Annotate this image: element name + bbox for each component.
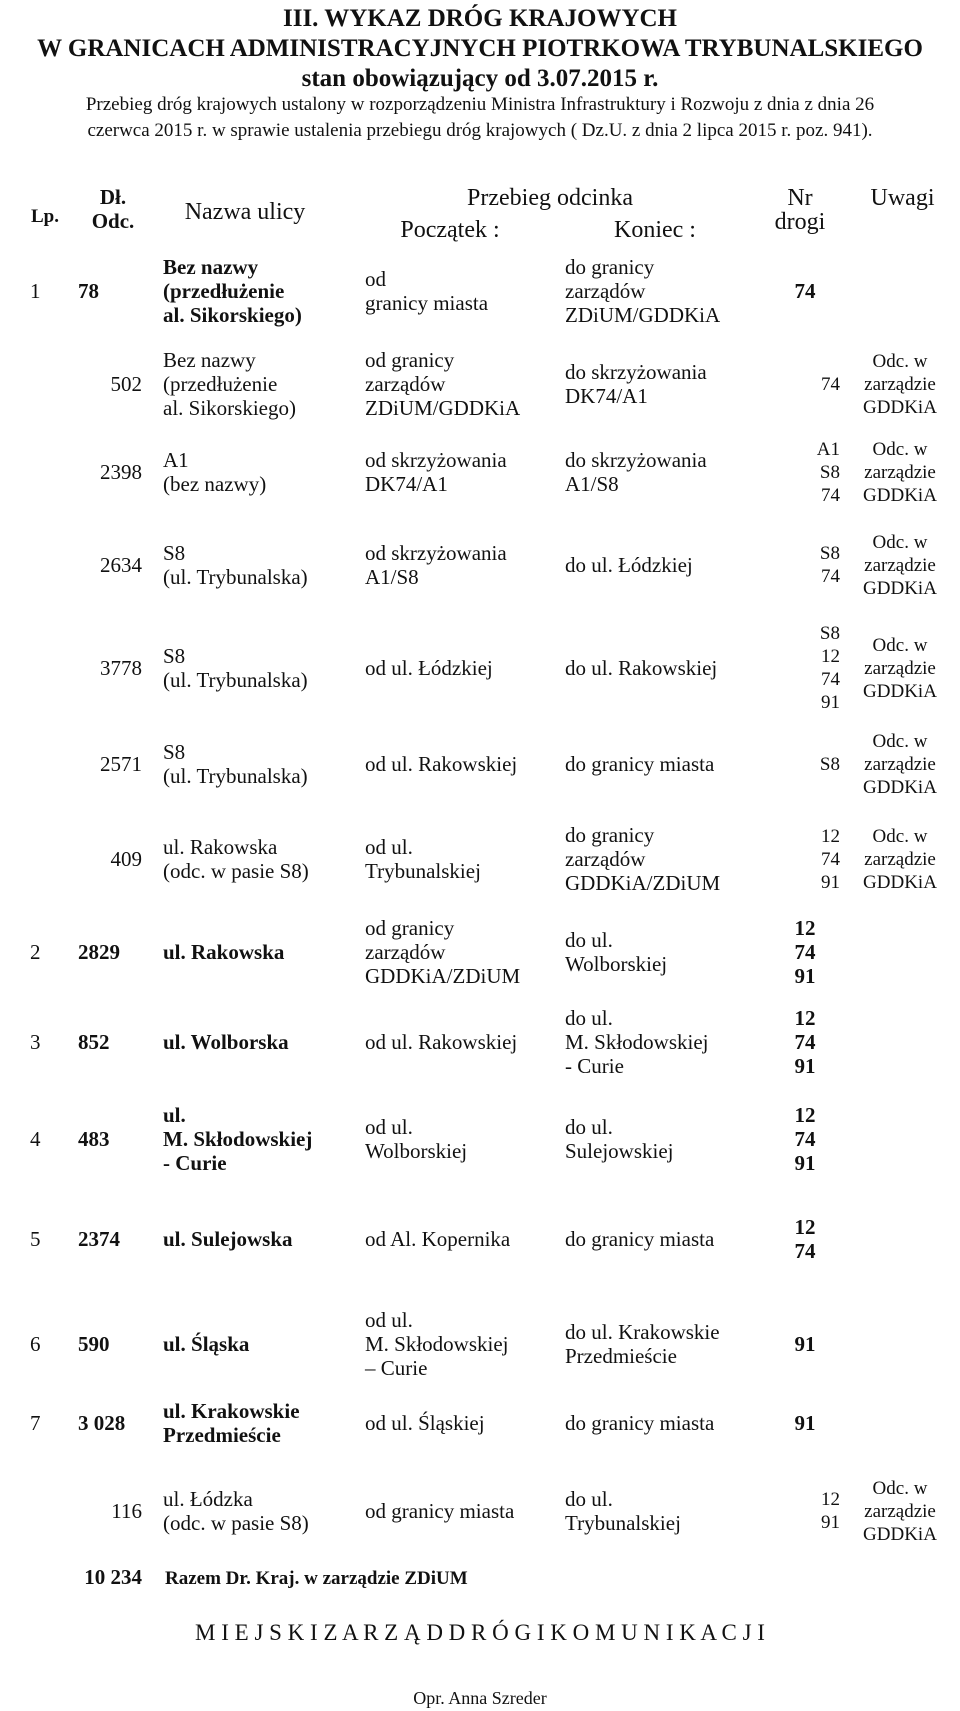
row-street-name-line: al. Sikorskiego) xyxy=(163,303,302,327)
row-road-number xyxy=(780,1411,830,1435)
row-street-name xyxy=(163,1227,353,1251)
row-note xyxy=(850,350,950,419)
row-end xyxy=(565,656,775,680)
row-length: 2398 xyxy=(100,460,142,484)
row-street-name xyxy=(163,448,353,496)
row-road-number-line: 12 xyxy=(794,1103,816,1127)
doc-note-line-2: czerwca 2015 r. w sprawie ustalenia przebiegu dróg krajowych ( Dz.U. z dnia 2 lipca 2015 r. poz. 941). xyxy=(87,120,873,141)
row-start-line: zarządów xyxy=(365,372,446,396)
row-end xyxy=(565,553,775,577)
row-start-line: od xyxy=(365,267,386,291)
row-start-line: Wolborskiej xyxy=(365,1139,468,1163)
row-note-line: GDDKiA xyxy=(863,577,937,599)
row-length: 78 xyxy=(78,279,99,303)
footer-organization: M I E J S K I Z A R Z Ą D D R Ó G I K O M U N I K A C J I xyxy=(195,1620,765,1645)
row-end-line: ZDiUM/GDDKiA xyxy=(565,303,721,327)
row-start-line: od Al. Kopernika xyxy=(365,1227,511,1251)
row-note-line: GDDKiA xyxy=(863,776,937,798)
row-start-line: od ul. xyxy=(365,1115,413,1139)
row-road-number-line: S8 xyxy=(819,753,840,775)
row-start xyxy=(365,541,565,589)
row-end-line: Przedmieście xyxy=(565,1344,677,1368)
row-start xyxy=(365,656,565,680)
row-end-line: Sulejowskiej xyxy=(565,1139,674,1163)
row-street-name-line: S8 xyxy=(163,541,186,565)
row-start xyxy=(365,448,565,496)
row-start xyxy=(365,348,565,420)
row-end xyxy=(565,1487,775,1535)
row-street-name xyxy=(163,1030,353,1054)
row-length: 502 xyxy=(110,372,142,396)
row-road-number-line: 74 xyxy=(794,279,816,303)
row-start-line: od ul. Rakowskiej xyxy=(365,752,518,776)
row-street-name xyxy=(163,1103,353,1175)
row-start xyxy=(365,1411,565,1435)
row-street-name-line: ul. Krakowskie xyxy=(163,1399,300,1423)
row-start-line: zarządów xyxy=(365,940,446,964)
row-street-name-line: ul. Sulejowska xyxy=(163,1227,293,1251)
row-note xyxy=(850,438,950,507)
row-start xyxy=(365,1227,565,1251)
row-start-line: od skrzyżowania xyxy=(365,541,507,565)
row-end xyxy=(565,1227,775,1251)
row-start xyxy=(365,835,565,883)
row-lp: 1 xyxy=(30,279,41,303)
row-start-line: DK74/A1 xyxy=(365,472,448,496)
row-end xyxy=(565,1115,775,1163)
row-road-number xyxy=(780,1215,830,1263)
row-street-name xyxy=(163,255,353,327)
row-road-number-line: A1 xyxy=(816,438,840,460)
row-street-name-line: Przedmieście xyxy=(163,1423,281,1447)
row-road-number xyxy=(790,622,840,714)
row-note-line: Odc. w xyxy=(872,350,928,372)
row-note-line: Odc. w xyxy=(872,438,928,460)
row-end-line: do ul. xyxy=(565,928,613,952)
row-start-line: od ul. Śląskiej xyxy=(365,1411,485,1435)
row-start xyxy=(365,1499,565,1523)
total-length: 10 234 xyxy=(84,1565,142,1589)
row-end-line: do granicy miasta xyxy=(565,752,715,776)
row-note xyxy=(850,634,950,703)
row-street-name-line: ul. Rakowska xyxy=(163,940,285,964)
row-lp: 5 xyxy=(30,1227,41,1251)
row-note-line: zarządzie xyxy=(864,554,936,576)
row-street-name xyxy=(163,835,353,883)
row-road-number-line: S8 xyxy=(819,623,840,644)
row-street-name-line: ul. Wolborska xyxy=(163,1030,289,1054)
row-road-number-line: 91 xyxy=(821,692,840,713)
row-note-line: Odc. w xyxy=(872,730,928,752)
row-end xyxy=(565,928,775,976)
row-length: 2634 xyxy=(100,553,142,577)
row-road-number-line: 91 xyxy=(821,1512,840,1533)
row-street-name-line: S8 xyxy=(163,644,186,668)
row-start-line: granicy miasta xyxy=(365,291,489,315)
row-street-name-line: Bez nazwy xyxy=(163,348,256,372)
row-note xyxy=(850,730,950,799)
row-note-line: zarządzie xyxy=(864,461,936,483)
row-street-name-line: (ul. Trybunalska) xyxy=(163,565,308,589)
row-start-line: A1/S8 xyxy=(365,565,419,589)
row-road-number-line: 74 xyxy=(794,1239,816,1263)
doc-title-line-3: stan obowiązujący od 3.07.2015 r. xyxy=(301,65,659,92)
row-road-number-line: 91 xyxy=(794,1332,816,1356)
row-end-line: do ul. xyxy=(565,1487,613,1511)
row-note-line: Odc. w xyxy=(872,531,928,553)
row-street-name-line: (ul. Trybunalska) xyxy=(163,764,308,788)
row-length: 2374 xyxy=(78,1227,120,1251)
row-lp: 6 xyxy=(30,1332,41,1356)
row-end xyxy=(565,1006,775,1078)
row-street-name-line: (odc. w pasie S8) xyxy=(163,1511,309,1535)
row-note-line: Odc. w xyxy=(872,634,928,656)
row-street-name xyxy=(163,1332,353,1356)
row-street-name xyxy=(163,1399,353,1447)
row-end-line: do ul. xyxy=(565,1115,613,1139)
row-street-name-line: (odc. w pasie S8) xyxy=(163,859,309,883)
row-road-number xyxy=(780,1103,830,1175)
row-end-line: do granicy xyxy=(565,823,655,847)
row-road-number-line: 91 xyxy=(794,1411,816,1435)
row-start-line: od granicy xyxy=(365,348,455,372)
row-road-number xyxy=(780,1332,830,1356)
row-street-name-line: (przedłużenie xyxy=(163,372,278,396)
row-end-line: GDDKiA/ZDiUM xyxy=(565,871,721,895)
row-end-line: do ul. xyxy=(565,1006,613,1030)
row-start-line: GDDKiA/ZDiUM xyxy=(365,964,521,988)
row-street-name xyxy=(163,348,353,420)
row-end xyxy=(565,360,775,408)
row-length: 116 xyxy=(111,1499,142,1523)
row-lp: 3 xyxy=(30,1030,41,1054)
row-end-line: do granicy miasta xyxy=(565,1227,715,1251)
row-road-number-line: 91 xyxy=(794,964,816,988)
row-note-line: zarządzie xyxy=(864,657,936,679)
row-road-number-line: 91 xyxy=(794,1054,816,1078)
row-end-line: do skrzyżowania xyxy=(565,360,707,384)
row-end-line: do granicy miasta xyxy=(565,1411,715,1435)
row-end-line: M. Skłodowskiej xyxy=(565,1030,709,1054)
row-length: 2829 xyxy=(78,940,120,964)
row-end-line: zarządów xyxy=(565,279,646,303)
row-end-line: DK74/A1 xyxy=(565,384,648,408)
row-start xyxy=(365,267,565,315)
col-street-name: Nazwa ulicy xyxy=(184,199,306,225)
col-road-number: Nr drogi xyxy=(774,185,826,235)
row-street-name-line: ul. Łódzka xyxy=(163,1487,253,1511)
row-note-line: zarządzie xyxy=(864,373,936,395)
footer-author: Opr. Anna Szreder xyxy=(413,1688,547,1708)
row-street-name xyxy=(163,740,353,788)
row-street-name-line: (bez nazwy) xyxy=(163,472,267,496)
col-notes: Uwagi xyxy=(870,185,935,211)
row-road-number xyxy=(790,753,840,776)
row-road-number xyxy=(780,1006,830,1078)
row-length: 3 028 xyxy=(78,1411,126,1435)
row-street-name xyxy=(163,644,353,692)
row-road-number-line: 74 xyxy=(821,566,840,587)
row-road-number-line: 91 xyxy=(794,1151,816,1175)
row-length: 409 xyxy=(110,847,142,871)
col-length: Dł. Odc. xyxy=(91,185,135,233)
row-end-line: Wolborskiej xyxy=(565,952,668,976)
row-lp: 4 xyxy=(30,1127,41,1151)
row-road-number-line: S8 xyxy=(819,461,840,483)
row-start-line: od ul. Łódzkiej xyxy=(365,656,493,680)
row-road-number xyxy=(790,373,840,396)
row-start-line: – Curie xyxy=(365,1356,428,1380)
doc-title-line-2: W GRANICACH ADMINISTRACYJNYCH PIOTRKOWA TRYBUNALSKIEGO xyxy=(37,35,923,62)
row-street-name xyxy=(163,940,353,964)
row-note-line: GDDKiA xyxy=(863,396,937,418)
row-start-line: od granicy xyxy=(365,916,455,940)
doc-title-line-1: III. WYKAZ DRÓG KRAJOWYCH xyxy=(282,5,678,32)
col-lp: Lp. xyxy=(31,206,59,227)
row-street-name-line: A1 xyxy=(163,448,189,472)
row-note-line: GDDKiA xyxy=(863,680,937,702)
col-route: Przebieg odcinka xyxy=(467,185,633,211)
row-end-line: - Curie xyxy=(565,1054,624,1078)
row-road-number xyxy=(790,1488,840,1534)
row-road-number-line: 74 xyxy=(794,940,816,964)
row-start-line: ZDiUM/GDDKiA xyxy=(365,396,521,420)
row-end-line: do ul. Krakowskie xyxy=(565,1320,720,1344)
row-road-number xyxy=(790,438,840,507)
row-length: 590 xyxy=(78,1332,110,1356)
total-label: Razem Dr. Kraj. w zarządzie ZDiUM xyxy=(165,1568,468,1589)
row-note xyxy=(850,825,950,894)
row-note-line: GDDKiA xyxy=(863,484,937,506)
row-road-number-line: 74 xyxy=(794,1030,816,1054)
row-end-line: do skrzyżowania xyxy=(565,448,707,472)
row-length: 483 xyxy=(78,1127,110,1151)
row-note-line: zarządzie xyxy=(864,753,936,775)
row-end-line: zarządów xyxy=(565,847,646,871)
row-length: 852 xyxy=(78,1030,110,1054)
row-start xyxy=(365,1115,565,1163)
row-start-line: od granicy miasta xyxy=(365,1499,515,1523)
row-start xyxy=(365,1030,565,1054)
row-road-number-line: 12 xyxy=(794,1006,816,1030)
row-note-line: Odc. w xyxy=(872,825,928,847)
row-road-number-line: 12 xyxy=(794,1215,816,1239)
row-lp: 2 xyxy=(30,940,41,964)
row-end-line: do ul. Łódzkiej xyxy=(565,553,693,577)
row-start-line: od skrzyżowania xyxy=(365,448,507,472)
row-end xyxy=(565,1411,775,1435)
row-street-name-line: - Curie xyxy=(163,1151,227,1175)
row-length: 2571 xyxy=(100,752,142,776)
col-start: Początek : xyxy=(400,217,500,243)
row-end-line: do granicy xyxy=(565,255,655,279)
row-road-number-line: 12 xyxy=(794,916,816,940)
row-start-line: M. Skłodowskiej xyxy=(365,1332,509,1356)
row-length: 3778 xyxy=(100,656,142,680)
row-start-line: od ul. xyxy=(365,835,413,859)
row-street-name-line: Bez nazwy xyxy=(163,255,259,279)
row-start xyxy=(365,1308,565,1380)
row-road-number-line: 12 xyxy=(821,825,840,847)
row-road-number-line: 74 xyxy=(821,484,840,506)
row-note-line: zarządzie xyxy=(864,1500,936,1522)
row-street-name-line: al. Sikorskiego) xyxy=(163,396,296,420)
row-road-number-line: 12 xyxy=(821,646,840,667)
row-end-line: Trybunalskiej xyxy=(565,1511,681,1535)
row-street-name-line: ul. xyxy=(163,1103,186,1127)
row-street-name-line: (ul. Trybunalska) xyxy=(163,668,308,692)
row-note-line: GDDKiA xyxy=(863,1523,937,1545)
row-end xyxy=(565,823,775,895)
row-road-number-line: 74 xyxy=(821,669,840,690)
row-road-number-line: 74 xyxy=(794,1127,816,1151)
row-start xyxy=(365,916,565,988)
row-street-name-line: ul. Śląska xyxy=(163,1332,250,1356)
row-note-line: GDDKiA xyxy=(863,871,937,893)
row-road-number xyxy=(780,916,830,988)
row-note-line: Odc. w xyxy=(872,1477,928,1499)
row-road-number xyxy=(790,542,840,588)
row-road-number-line: 74 xyxy=(821,848,840,870)
row-street-name-line: ul. Rakowska xyxy=(163,835,278,859)
row-road-number-line: 12 xyxy=(821,1489,840,1510)
row-note xyxy=(850,1477,950,1546)
row-street-name xyxy=(163,1487,353,1535)
row-start-line: od ul. Rakowskiej xyxy=(365,1030,518,1054)
row-road-number-line: 91 xyxy=(821,871,840,893)
row-note-line: zarządzie xyxy=(864,848,936,870)
row-note xyxy=(850,531,950,600)
row-end xyxy=(565,752,775,776)
row-end xyxy=(565,255,775,327)
row-road-number-line: 74 xyxy=(821,373,840,395)
row-start xyxy=(365,752,565,776)
row-end-line: A1/S8 xyxy=(565,472,619,496)
doc-note-line-1: Przebieg dróg krajowych ustalony w rozporządzeniu Ministra Infrastruktury i Rozwoju z dnia z dnia 26 xyxy=(85,94,875,115)
col-end: Koniec : xyxy=(614,217,696,243)
row-road-number xyxy=(790,825,840,894)
row-road-number xyxy=(780,279,830,303)
row-start-line: od ul. xyxy=(365,1308,413,1332)
row-street-name-line: S8 xyxy=(163,740,186,764)
row-street-name xyxy=(163,541,353,589)
row-street-name-line: M. Skłodowskiej xyxy=(163,1127,313,1151)
row-lp: 7 xyxy=(30,1411,41,1435)
row-street-name-line: (przedłużenie xyxy=(163,279,285,303)
row-road-number-line: S8 xyxy=(819,543,840,564)
row-end-line: do ul. Rakowskiej xyxy=(565,656,718,680)
row-start-line: Trybunalskiej xyxy=(365,859,481,883)
row-end xyxy=(565,448,775,496)
row-end xyxy=(565,1320,775,1368)
